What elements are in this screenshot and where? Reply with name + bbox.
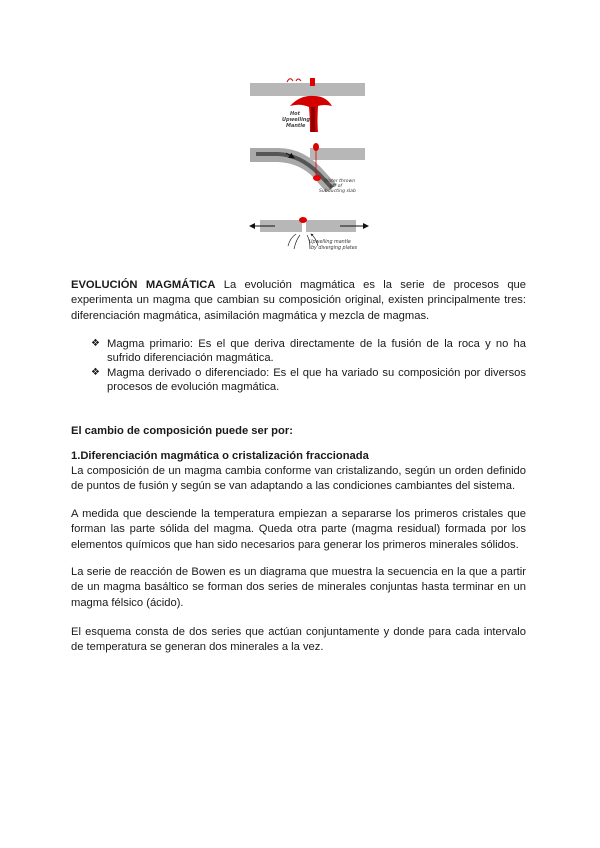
diamond-bullet-icon: ❖ [91,338,100,349]
section-title: El cambio de composición puede ser por: [71,425,293,437]
divergent-label-line2: by diverging plates [311,246,358,251]
diamond-bullet-icon: ❖ [91,367,100,378]
magma-origin-diagram [230,70,380,270]
intro-text: La evolución magmática es la serie de procesos que experimenta un magma que cambian su composición original, existen principalmente tres: diferenciación magmática, asimilación magmática y mezcla de magmas. [71,279,526,322]
subsection-title: 1.Diferenciación magmática o cristalización fraccionada [71,450,369,462]
intro-heading: EVOLUCIÓN MAGMÁTICA [71,279,216,291]
volcano-vent [310,78,315,86]
hotspot-label-line2: Upwelling [282,117,310,123]
subduction-panel [250,143,365,194]
arc-volcano [313,143,319,151]
list-item [71,366,526,394]
magma-melt-zone [313,175,321,181]
body-paragraph: El esquema consta de dos series que actúan conjuntamente y donde para cada intervalo de temperatura se generan dos minerales a la vez. [71,626,526,654]
plume-core [311,107,315,132]
body-paragraph: La composición de un magma cambia conforme van cristalizando, según un orden definido de puntos de fusión y según se van adaptando a las condiciones cambiantes del sistema. [71,465,526,493]
list-item-text: Magma derivado o diferenciado: Es el que ha variado su composición por diversos procesos de evolución magmática. [107,367,526,393]
body-paragraph: A medida que desciende la temperatura empiezan a separarse los primeros cristales que forman las parte sólida del magma. Queda otra parte (magma residual) formada por los elementos químicos que han sido necesarios para generar los primeros minerales sólidos. [71,508,526,551]
crust-plate [250,83,365,96]
intro-paragraph [71,278,526,324]
list-item [71,337,526,365]
divergent-panel [250,217,368,251]
magma-type-list [71,337,526,394]
magma-origin-figure [230,70,380,270]
subduction-label-line3: Subducting slab [319,189,356,194]
subduction-label-line2: off of [330,184,343,189]
hotspot-label-line3: Mantle [286,123,306,129]
divergent-label-line1: Upwelling mantle [309,240,351,245]
hotspot-label-line1: Hot [290,111,301,117]
subduction-label-line1: Water thrown [324,179,356,184]
hotspot-panel [250,78,365,132]
list-item-text: Magma primario: Es el que deriva directamente de la fusión de la roca y no ha sufrido diferenciación magmática. [107,338,526,364]
volcano-eruption [287,79,301,82]
body-paragraph: La serie de reacción de Bowen es un diagrama que muestra la secuencia en la que a partir de un magma basáltico se forman dos series de minerales conjuntas hasta terminar en un magma félsico (ácido). [71,566,526,609]
overriding-plate [310,148,365,160]
ridge-magma [299,217,307,223]
